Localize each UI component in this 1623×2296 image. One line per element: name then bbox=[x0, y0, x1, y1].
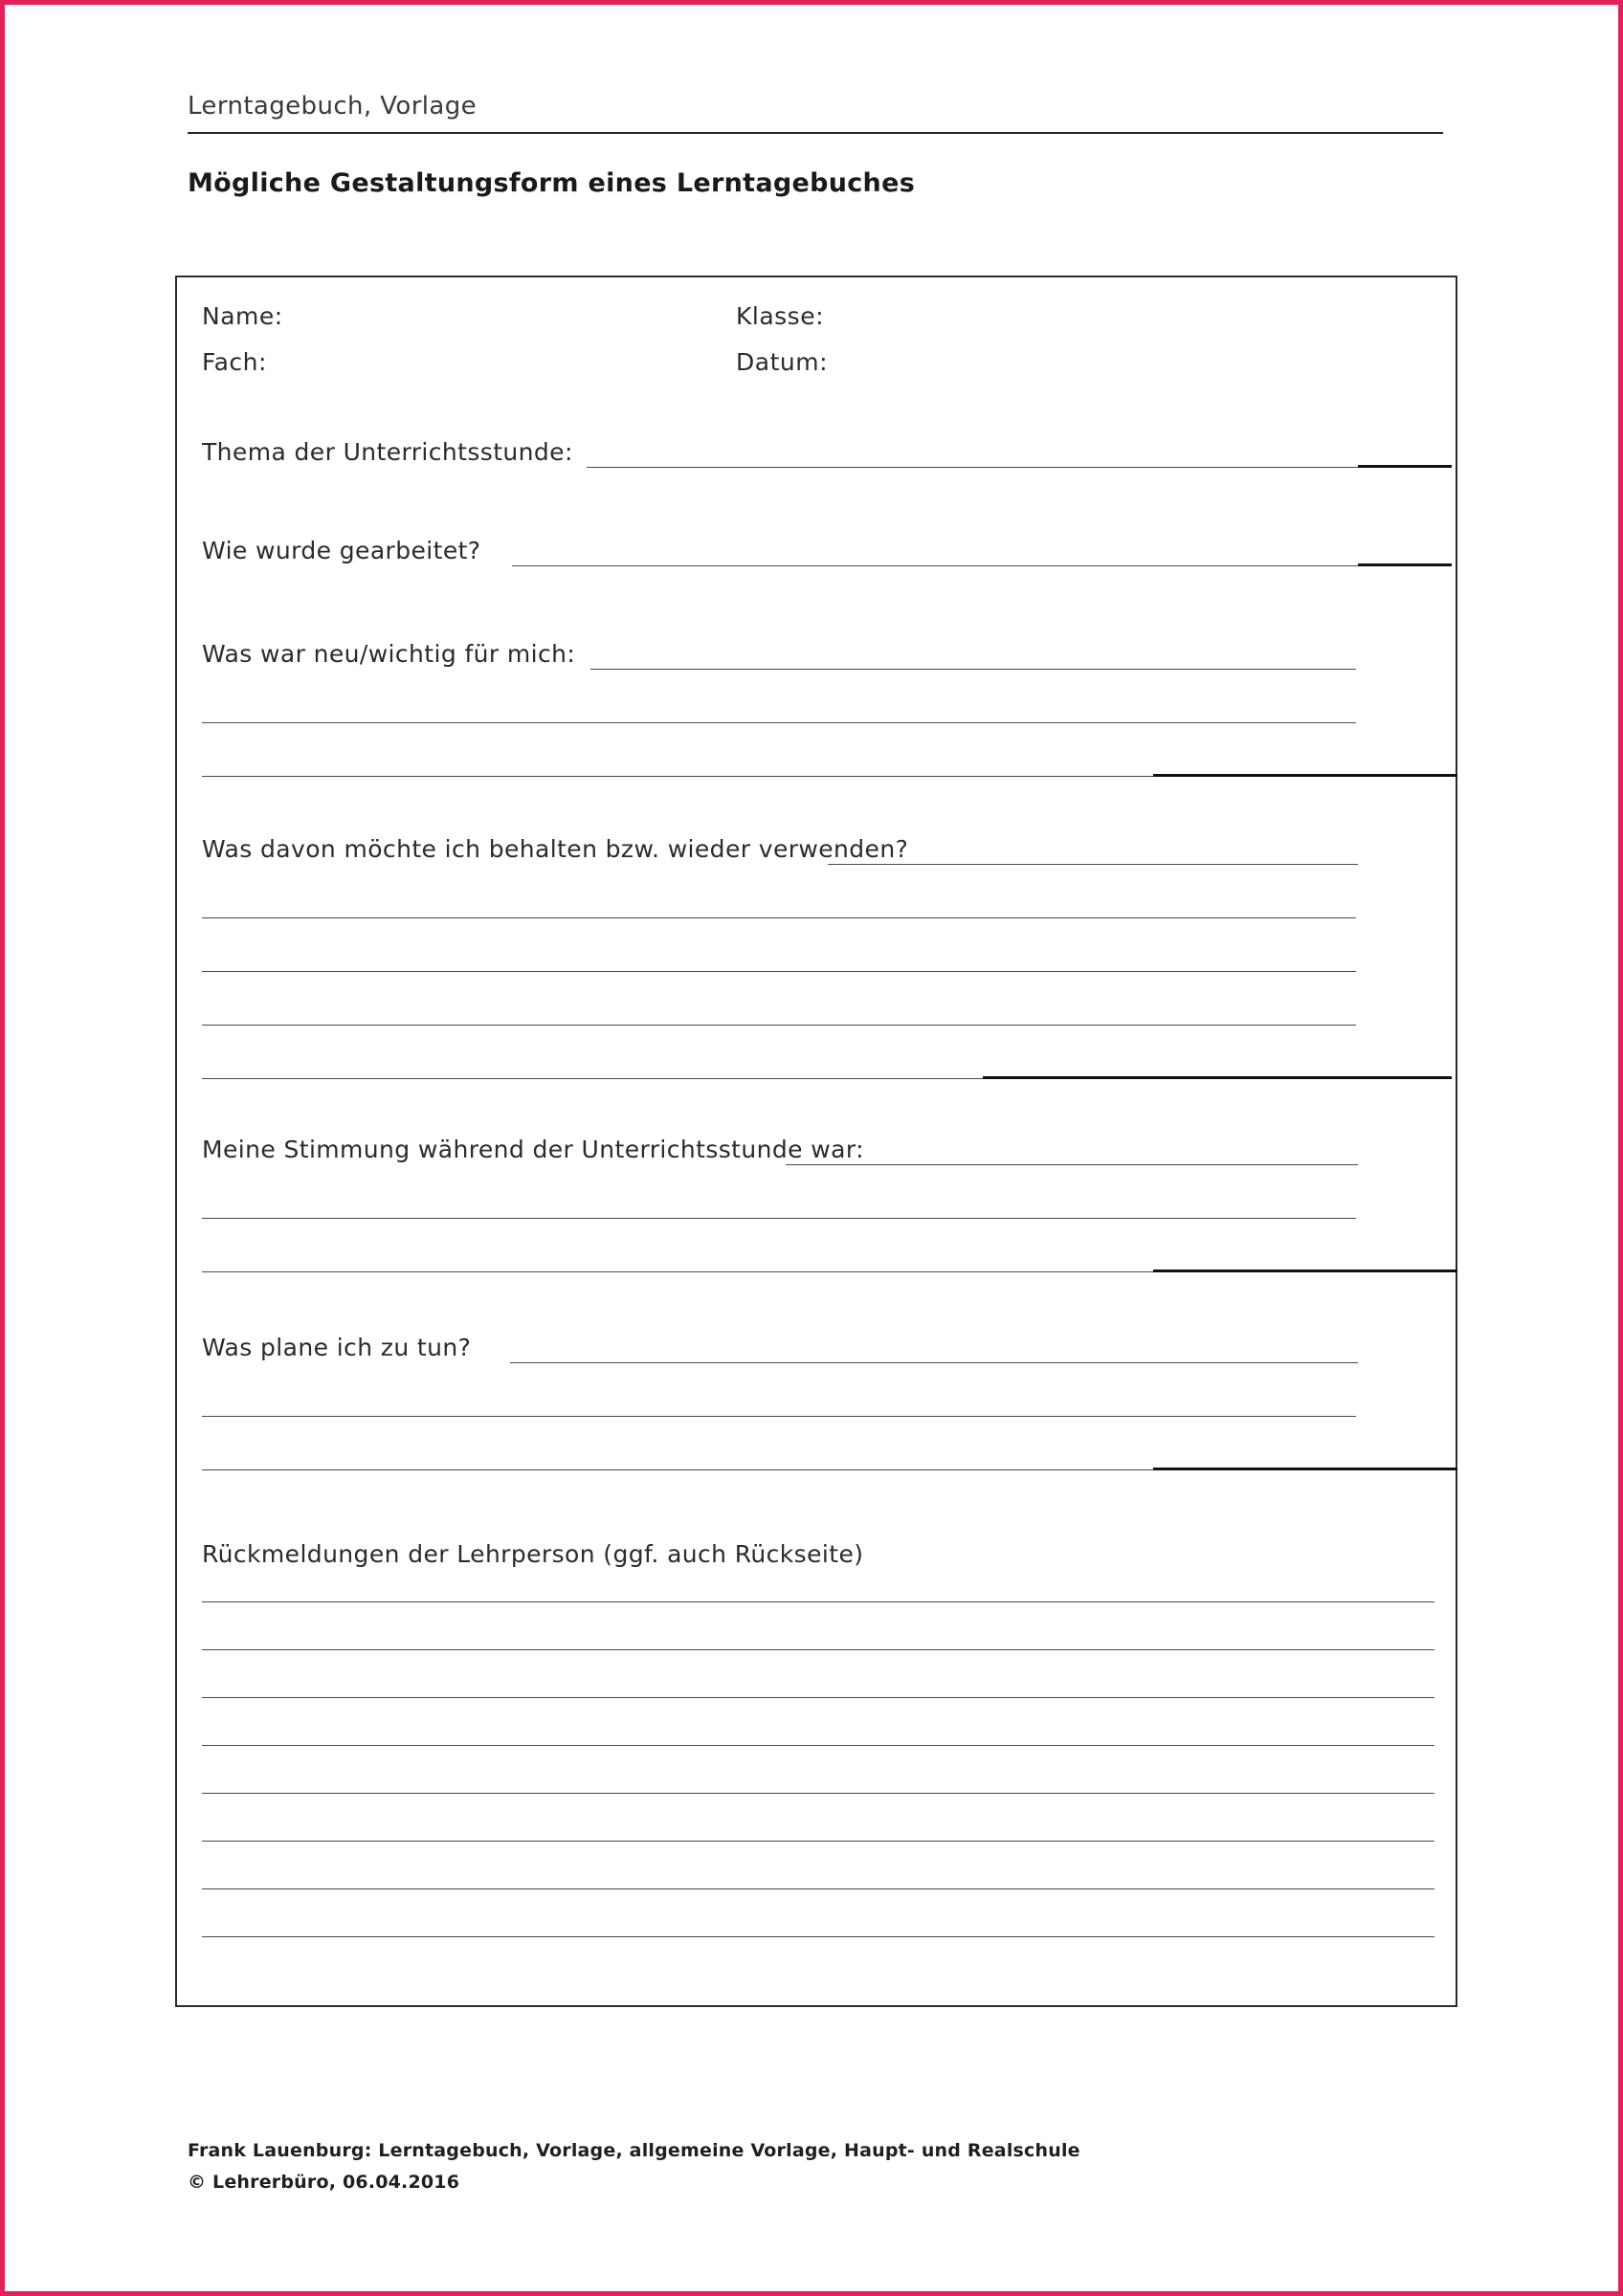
writing-line[interactable] bbox=[202, 1218, 1356, 1219]
writing-line[interactable] bbox=[202, 1697, 1434, 1698]
field-label-plane: Was plane ich zu tun? bbox=[202, 1334, 472, 1361]
label-datum: Datum: bbox=[736, 348, 828, 376]
writing-line[interactable] bbox=[202, 1649, 1434, 1650]
writing-line[interactable] bbox=[1358, 465, 1452, 468]
writing-line[interactable] bbox=[512, 565, 1358, 566]
footer-copyright: © Lehrerbüro, 06.04.2016 bbox=[188, 2172, 460, 2194]
field-label-neu-wichtig: Was war neu/wichtig für mich: bbox=[202, 640, 576, 668]
field-label-rueckmeldungen: Rückmeldungen der Lehrperson (ggf. auch Rückseite) bbox=[202, 1540, 864, 1568]
writing-line[interactable] bbox=[1153, 1269, 1457, 1272]
writing-line[interactable] bbox=[590, 669, 1356, 670]
footer-source: Frank Lauenburg: Lerntagebuch, Vorlage, allgemeine Vorlage, Haupt- und Realschule bbox=[188, 2140, 1080, 2161]
writing-line[interactable] bbox=[1153, 774, 1457, 777]
footer bbox=[188, 2135, 1451, 2199]
writing-line[interactable] bbox=[202, 1888, 1434, 1889]
writing-line[interactable] bbox=[202, 1936, 1434, 1937]
writing-line[interactable] bbox=[828, 864, 1358, 865]
field-label-gearbeitet: Wie wurde gearbeitet? bbox=[202, 537, 481, 564]
writing-line[interactable] bbox=[587, 467, 1358, 468]
writing-line[interactable] bbox=[202, 1793, 1434, 1794]
writing-line[interactable] bbox=[1153, 1468, 1457, 1470]
writing-line[interactable] bbox=[202, 1416, 1356, 1417]
field-label-thema: Thema der Unterrichtsstunde: bbox=[202, 438, 573, 466]
page-title: Mögliche Gestaltungsform eines Lerntagebuches bbox=[188, 168, 916, 198]
field-label-stimmung: Meine Stimmung während der Unterrichtsstunde war: bbox=[202, 1136, 864, 1163]
writing-line[interactable] bbox=[786, 1164, 1358, 1165]
document-header: Lerntagebuch, Vorlage bbox=[188, 92, 1443, 134]
writing-line[interactable] bbox=[202, 971, 1356, 972]
label-klasse: Klasse: bbox=[736, 302, 825, 330]
label-name: Name: bbox=[202, 302, 283, 330]
writing-line[interactable] bbox=[202, 1025, 1356, 1026]
writing-line[interactable] bbox=[202, 917, 1356, 918]
writing-line[interactable] bbox=[202, 1841, 1434, 1842]
writing-line[interactable] bbox=[1358, 563, 1452, 566]
writing-line[interactable] bbox=[202, 1745, 1434, 1746]
field-label-behalten: Was davon möchte ich behalten bzw. wieder verwenden? bbox=[202, 835, 909, 863]
form-container bbox=[175, 276, 1457, 2007]
writing-line[interactable] bbox=[983, 1076, 1452, 1079]
writing-line[interactable] bbox=[202, 722, 1356, 723]
writing-line[interactable] bbox=[510, 1362, 1358, 1363]
label-fach: Fach: bbox=[202, 348, 267, 376]
writing-line[interactable] bbox=[202, 1601, 1434, 1602]
